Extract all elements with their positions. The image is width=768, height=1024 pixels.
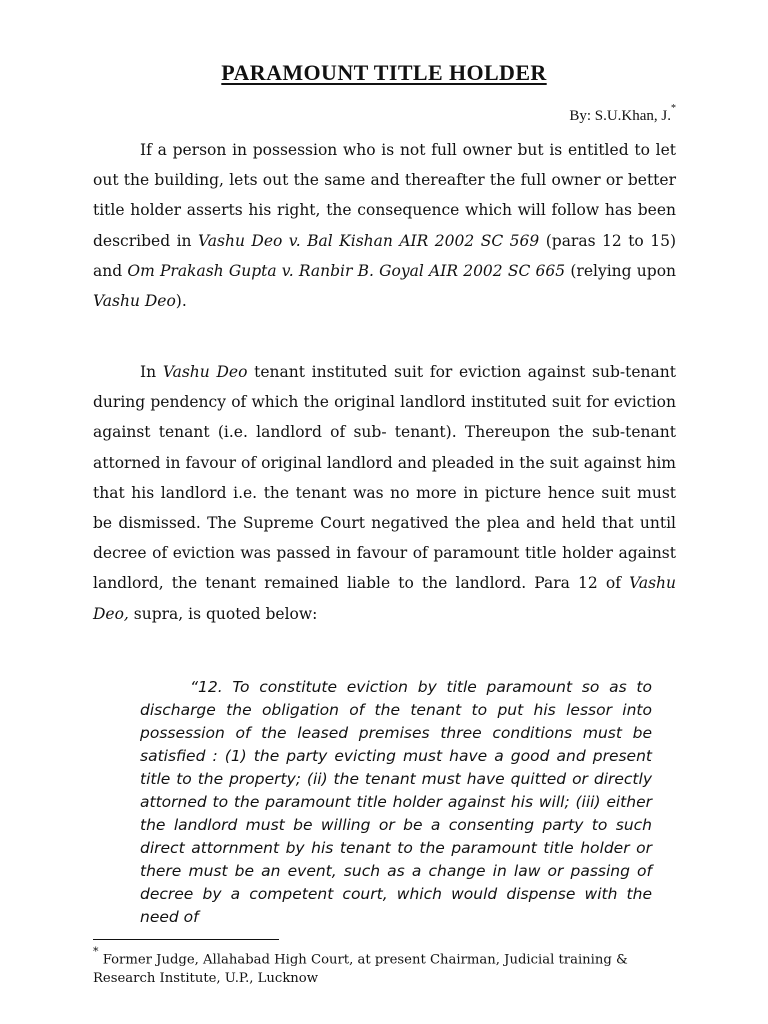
para1-case-citation-1: Vashu Deo v. Bal Kishan AIR 2002 SC 569 [198, 231, 540, 250]
para1-text-1: If a person in possession who is not full owner but is entitled to let out the building, lets out the same and thereafter the full owner or better title holder asserts his right, the consequence which will follow has been described in [93, 141, 676, 250]
page-title [0, 60, 768, 86]
para1-text-2: (paras 12 to 15) and [93, 231, 676, 280]
paragraph-intro [93, 135, 676, 316]
para1-case-citation-3: Vashu Deo [93, 292, 176, 311]
para2-text-2: tenant instituted suit for eviction against sub-tenant during pendency of which the original landlord instituted suit for eviction against tenant (i.e. landlord of sub- tenant). Thereupon the sub-tenant attorned in favour of original landlord and pleaded in the suit against him that his landlord i.e. the tenant was no more in picture hence suit must be dismissed. The Supreme Court negatived the plea and held that until decree of eviction was passed in favour of paramount title holder against landlord, the tenant remained liable to the landlord. Para 12 of [93, 363, 676, 593]
footnote-divider [93, 939, 279, 940]
para2-case-citation-1: Vashu Deo [162, 363, 248, 381]
para1-text-3: (relying upon [565, 261, 677, 280]
footnote [93, 945, 676, 988]
para2-text-1: In [140, 363, 163, 381]
title-text: PARAMOUNT TITLE HOLDER [221, 60, 547, 85]
para1-case-citation-2: Om Prakash Gupta v. Ranbir B. Goyal AIR 2002 SC 665 [127, 261, 566, 280]
para1-text-4: ). [175, 292, 187, 311]
author-byline [569, 103, 676, 125]
block-quote-para-12: “12. To constitute eviction by title paramount so as to discharge the obligation of the tenant to put his lessor into possession of the leased premises three conditions must be satisfied : (1) the party evicting must have a good and present title to the property; (ii) the tenant must have quitted or directly attorned to the paramount title holder against his will; (iii) either the landlord must be willing or be a consenting party to such direct attornment by his tenant to the paramount title holder or there must be an event, such as a change in law or passing of decree by a competent court, which would dispense with the need of [140, 678, 652, 926]
footnote-text: Former Judge, Allahabad High Court, at present Chairman, Judicial training & Research Institute, U.P., Lucknow [93, 952, 628, 987]
para2-case-citation-2: Vashu Deo, [93, 574, 676, 623]
paragraph-vashu-deo [93, 357, 676, 629]
byline-footnote-marker: * [671, 103, 676, 114]
footnote-marker: * [93, 945, 99, 958]
para2-text-3: supra, is quoted below: [128, 604, 318, 623]
byline-text: By: S.U.Khan, J. [569, 108, 671, 124]
